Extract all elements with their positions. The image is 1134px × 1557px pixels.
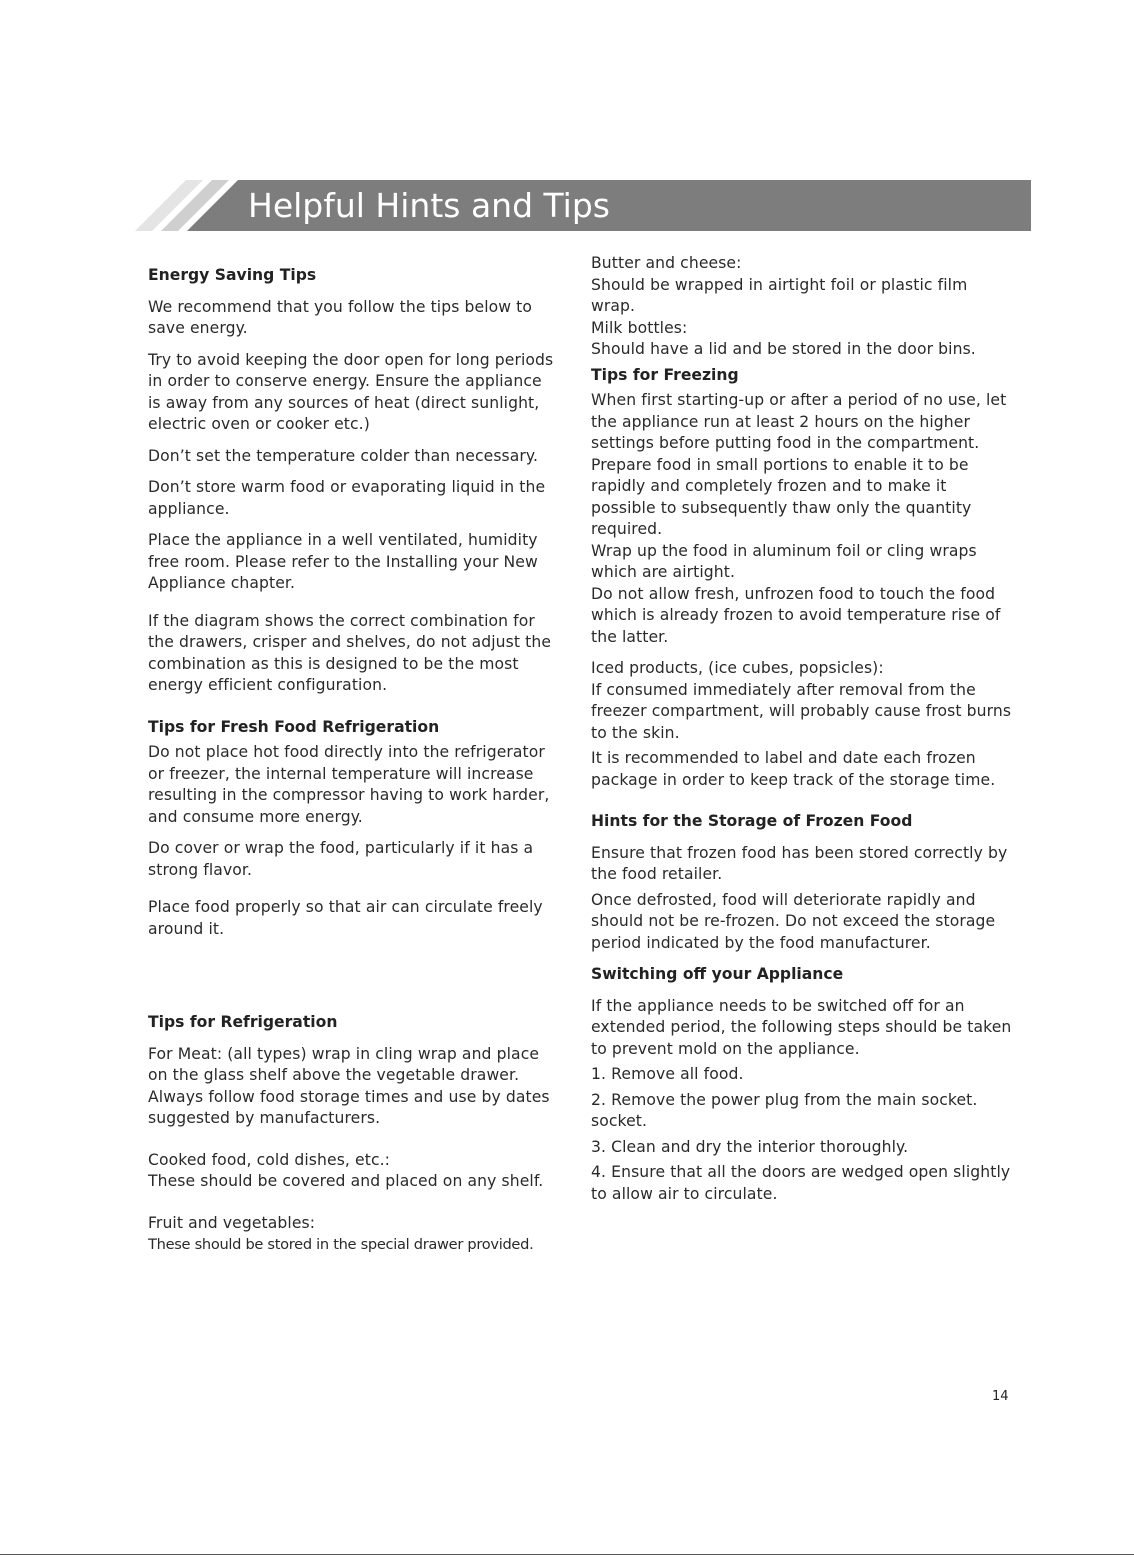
butter-text: Should be wrapped in airtight foil or plastic film wrap. — [591, 275, 968, 315]
fresh-food-heading: Tips for Fresh Food Refrigeration — [148, 717, 440, 736]
freezing-tip-4: Do not allow fresh, unfrozen food to touch the food which is already frozen to avoid temperature rise of the latter. — [591, 584, 1001, 646]
refrig-meat-tip: For Meat: (all types) wrap in cling wrap and place on the glass shelf above the vegetable drawer. Always follow food storage times and use by dates suggested by manufacturers. — [148, 1044, 550, 1127]
fresh-tip-2: Do cover or wrap the food, particularly if it has a strong flavor. — [148, 839, 534, 879]
refrig-fruit-text: These should be stored in the special drawer provided. — [148, 1236, 534, 1253]
energy-tip-3: Don’t set the temperature colder than necessary. — [148, 446, 539, 465]
iced-products-label: Iced products, (ice cubes, popsicles): — [591, 659, 884, 677]
switch-step-3: 3. Clean and dry the interior thoroughly. — [591, 1137, 909, 1156]
freezing-tip-2: Prepare food in small portions to enable it to be rapidly and completely frozen and to make it possible to subsequently thaw only the quantity required. — [591, 455, 972, 538]
switch-step-4: 4. Ensure that all the doors are wedged open slightly to allow air to circulate. — [591, 1163, 1011, 1203]
freezing-tip-3: Wrap up the food in aluminum foil or cling wraps which are airtight. — [591, 541, 977, 581]
refrig-cooked-text: These should be covered and placed on any shelf. — [148, 1172, 544, 1190]
energy-tip-1: We recommend that you follow the tips below to save energy. — [148, 297, 533, 337]
page-title: Helpful Hints and Tips — [248, 186, 610, 225]
energy-tip-2: Try to avoid keeping the door open for long periods in order to conserve energy. Ensure the appliance is away from any sources of heat (direct sunlight, electric oven or cooker etc.) — [148, 350, 554, 433]
butter-label: Butter and cheese: — [591, 254, 742, 272]
frozen-food-heading: Hints for the Storage of Frozen Food — [591, 812, 913, 830]
freezing-tip-1: When first starting-up or after a period of no use, let the appliance run at least 2 hours on the higher settings before putting food in the compartment. — [591, 391, 1007, 452]
milk-text: Should have a lid and be stored in the door bins. — [591, 340, 976, 358]
fresh-tip-1: Do not place hot food directly into the refrigerator or freezer, the internal temperature will increase resulting in the compressor having to work harder, and consume more energy. — [148, 743, 550, 826]
switching-off-heading: Switching off your Appliance — [591, 965, 844, 983]
right-column — [591, 253, 1016, 1205]
left-column — [148, 253, 558, 1256]
switch-step-2: 2. Remove the power plug from the main socket. socket. — [591, 1090, 978, 1130]
energy-saving-heading: Energy Saving Tips — [148, 266, 317, 284]
page-number: 14 — [992, 1389, 1009, 1404]
bottom-rule — [0, 1554, 1134, 1555]
switching-off-intro: If the appliance needs to be switched off for an extended period, the following steps should be taken to prevent mold on the appliance. — [591, 996, 1012, 1058]
energy-tip-4: Don’t store warm food or evaporating liquid in the appliance. — [148, 478, 546, 518]
switch-step-1: 1. Remove all food. — [591, 1065, 744, 1083]
energy-tip-5: Place the appliance in a well ventilated, humidity free room. Please refer to the Installing your New Appliance chapter. — [148, 531, 538, 592]
frozen-tip-2: Once defrosted, food will deteriorate rapidly and should not be re-frozen. Do not exceed the storage period indicated by the food manufacturer. — [591, 890, 996, 952]
refrig-fruit-label: Fruit and vegetables: — [148, 1213, 316, 1232]
fresh-tip-3: Place food properly so that air can circulate freely around it. — [148, 898, 543, 938]
frozen-tip-1: Ensure that frozen food has been stored correctly by the food retailer. — [591, 843, 1008, 883]
iced-products-text: If consumed immediately after removal from the freezer compartment, will probably cause frost burns to the skin. — [591, 680, 1012, 742]
energy-tip-6: If the diagram shows the correct combination for the drawers, crisper and shelves, do not adjust the combination as this is designed to be the most energy efficient configuration. — [148, 611, 552, 694]
label-date-tip: It is recommended to label and date each frozen package in order to keep track of the storage time. — [591, 749, 996, 789]
freezing-heading: Tips for Freezing — [591, 365, 739, 384]
refrig-cooked-label: Cooked food, cold dishes, etc.: — [148, 1150, 391, 1169]
milk-label: Milk bottles: — [591, 318, 688, 337]
refrigeration-heading: Tips for Refrigeration — [148, 1013, 338, 1031]
